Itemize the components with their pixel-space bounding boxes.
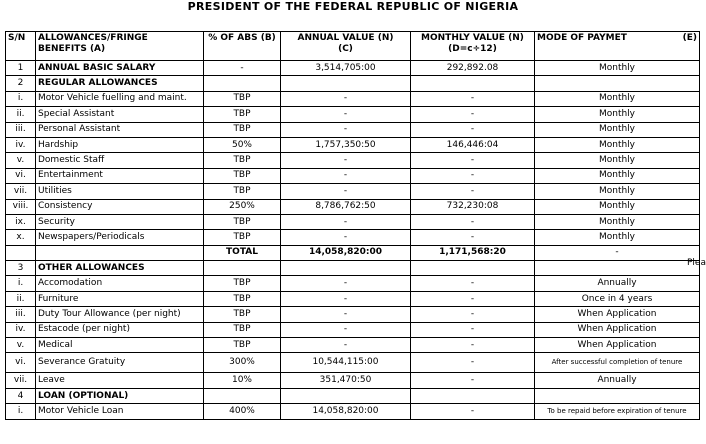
monthly-value-cell: 146,446:04 <box>411 137 535 152</box>
sn-cell: 1 <box>6 61 36 76</box>
sn-cell: v. <box>6 153 36 168</box>
annual-value-cell: - <box>281 307 411 322</box>
percent-cell <box>204 76 281 91</box>
item-cell: Personal Assistant <box>36 122 204 137</box>
table-row <box>6 276 700 291</box>
percent-cell: TBP <box>204 107 281 122</box>
annual-value-cell: 8,786,762:50 <box>281 199 411 214</box>
annual-value-cell: - <box>281 276 411 291</box>
table-row <box>6 168 700 183</box>
annual-value-cell <box>281 76 411 91</box>
monthly-value-cell: - <box>411 91 535 106</box>
payment-mode-cell: Monthly <box>535 137 700 152</box>
percent-cell: TBP <box>204 307 281 322</box>
table-row <box>6 153 700 168</box>
table-row <box>6 307 700 322</box>
percent-cell: - <box>204 61 281 76</box>
table-row <box>6 230 700 245</box>
percent-cell: 300% <box>204 353 281 373</box>
item-cell: Entertainment <box>36 168 204 183</box>
percent-cell: TBP <box>204 91 281 106</box>
annual-value-cell: - <box>281 291 411 306</box>
table-row <box>6 184 700 199</box>
payment-mode-cell: Monthly <box>535 214 700 229</box>
percent-cell: 10% <box>204 373 281 388</box>
monthly-value-cell: - <box>411 184 535 199</box>
sn-cell: 4 <box>6 388 36 403</box>
header-annual <box>281 32 411 61</box>
percent-cell: 250% <box>204 199 281 214</box>
sn-cell <box>6 245 36 260</box>
table-row <box>6 373 700 388</box>
monthly-value-cell: - <box>411 276 535 291</box>
monthly-value-cell: - <box>411 153 535 168</box>
table-row <box>6 61 700 76</box>
table-row <box>6 107 700 122</box>
sn-cell: v. <box>6 338 36 353</box>
payment-mode-cell: When Application <box>535 322 700 337</box>
annual-value-cell: - <box>281 184 411 199</box>
monthly-value-cell: - <box>411 230 535 245</box>
percent-cell: TBP <box>204 276 281 291</box>
monthly-value-cell: - <box>411 404 535 419</box>
payment-mode-cell: Monthly <box>535 61 700 76</box>
item-cell: Utilities <box>36 184 204 199</box>
monthly-value-cell: - <box>411 353 535 373</box>
percent-cell: 50% <box>204 137 281 152</box>
annual-value-cell: 10,544,115:00 <box>281 353 411 373</box>
sn-cell: iv. <box>6 322 36 337</box>
header-monthly-line2: (D=c÷12) <box>448 44 497 54</box>
payment-mode-cell: Annually <box>535 373 700 388</box>
sn-cell: i. <box>6 91 36 106</box>
sn-cell: i. <box>6 404 36 419</box>
percent-cell: TBP <box>204 230 281 245</box>
header-monthly <box>411 32 535 61</box>
annual-value-cell: 14,058,820:00 <box>281 404 411 419</box>
sn-cell: iii. <box>6 122 36 137</box>
table-row <box>6 91 700 106</box>
item-cell: ANNUAL BASIC SALARY <box>36 61 204 76</box>
document-title: PRESIDENT OF THE FEDERAL REPUBLIC OF NIGERIA <box>187 0 519 13</box>
payment-mode-cell: To be repaid before expiration of tenure <box>535 404 700 419</box>
sn-cell: ix. <box>6 214 36 229</box>
header-mode <box>535 32 700 61</box>
sn-cell: vi. <box>6 353 36 373</box>
total-row <box>6 245 700 260</box>
percent-cell: TBP <box>204 153 281 168</box>
item-cell: Special Assistant <box>36 107 204 122</box>
section-row <box>6 388 700 403</box>
table-row <box>6 322 700 337</box>
annual-value-cell <box>281 388 411 403</box>
annual-value-cell: 351,470:50 <box>281 373 411 388</box>
payment-mode-cell: Monthly <box>535 199 700 214</box>
item-cell: Newspapers/Periodicals <box>36 230 204 245</box>
item-cell: Medical <box>36 338 204 353</box>
payment-mode-cell <box>535 261 700 276</box>
sn-cell: vi. <box>6 168 36 183</box>
item-cell: Consistency <box>36 199 204 214</box>
percent-cell: TBP <box>204 168 281 183</box>
annual-value-cell: - <box>281 338 411 353</box>
payment-mode-cell: When Application <box>535 338 700 353</box>
monthly-value-cell: - <box>411 168 535 183</box>
percent-cell: TOTAL <box>204 245 281 260</box>
monthly-value-cell <box>411 76 535 91</box>
table-row <box>6 338 700 353</box>
item-cell: Accomodation <box>36 276 204 291</box>
item-cell: Duty Tour Allowance (per night) <box>36 307 204 322</box>
annual-value-cell: - <box>281 107 411 122</box>
header-percent: % OF ABS (B) <box>204 32 281 61</box>
annual-value-cell: - <box>281 322 411 337</box>
percent-cell <box>204 388 281 403</box>
table-row <box>6 137 700 152</box>
payment-mode-cell: Monthly <box>535 107 700 122</box>
item-cell: Motor Vehicle Loan <box>36 404 204 419</box>
item-cell: Motor Vehicle fuelling and maint. <box>36 91 204 106</box>
percent-cell: TBP <box>204 322 281 337</box>
header-mode-code: (E) <box>682 33 697 43</box>
cut-off-side-text: Plea <box>687 258 706 268</box>
monthly-value-cell: - <box>411 373 535 388</box>
header-sn: S/N <box>6 32 36 61</box>
percent-cell: TBP <box>204 214 281 229</box>
annual-value-cell: 1,757,350:50 <box>281 137 411 152</box>
item-cell: LOAN (OPTIONAL) <box>36 388 204 403</box>
payment-mode-cell: Annually <box>535 276 700 291</box>
item-cell: Security <box>36 214 204 229</box>
percent-cell: TBP <box>204 184 281 199</box>
table-row <box>6 353 700 373</box>
monthly-value-cell: - <box>411 307 535 322</box>
payment-mode-cell: - <box>535 245 700 260</box>
monthly-value-cell <box>411 388 535 403</box>
header-monthly-line1: MONTHLY VALUE (N) <box>421 33 524 43</box>
item-cell: OTHER ALLOWANCES <box>36 261 204 276</box>
sn-cell: vii. <box>6 373 36 388</box>
sn-cell: vii. <box>6 184 36 199</box>
header-annual-line1: ANNUAL VALUE (N) <box>297 33 394 43</box>
monthly-value-cell <box>411 261 535 276</box>
monthly-value-cell: 292,892.08 <box>411 61 535 76</box>
payment-mode-cell: After successful completion of tenure <box>535 353 700 373</box>
annual-value-cell <box>281 261 411 276</box>
payment-mode-cell: Monthly <box>535 230 700 245</box>
sn-cell: viii. <box>6 199 36 214</box>
item-cell: Hardship <box>36 137 204 152</box>
annual-value-cell: - <box>281 168 411 183</box>
monthly-value-cell: - <box>411 338 535 353</box>
sn-cell: iv. <box>6 137 36 152</box>
payment-mode-cell: Monthly <box>535 168 700 183</box>
sn-cell: iii. <box>6 307 36 322</box>
monthly-value-cell: 1,171,568:20 <box>411 245 535 260</box>
sn-cell: ii. <box>6 107 36 122</box>
item-cell: Severance Gratuity <box>36 353 204 373</box>
item-cell: Leave <box>36 373 204 388</box>
percent-cell: TBP <box>204 291 281 306</box>
percent-cell: 400% <box>204 404 281 419</box>
percent-cell: TBP <box>204 338 281 353</box>
header-allowances-line1: ALLOWANCES/FRINGE <box>38 33 148 43</box>
section-row <box>6 261 700 276</box>
annual-value-cell: 3,514,705:00 <box>281 61 411 76</box>
item-cell: REGULAR ALLOWANCES <box>36 76 204 91</box>
annual-value-cell: - <box>281 230 411 245</box>
header-mode-label: MODE OF PAYMET <box>537 33 627 43</box>
monthly-value-cell: - <box>411 214 535 229</box>
header-allowances-line2: BENEFITS (A) <box>38 44 106 54</box>
annual-value-cell: - <box>281 91 411 106</box>
table-row <box>6 122 700 137</box>
item-cell <box>36 245 204 260</box>
monthly-value-cell: - <box>411 291 535 306</box>
sn-cell: i. <box>6 276 36 291</box>
header-allowances <box>36 32 204 61</box>
payment-mode-cell: When Application <box>535 307 700 322</box>
payment-mode-cell <box>535 388 700 403</box>
table-row <box>6 291 700 306</box>
sn-cell: x. <box>6 230 36 245</box>
item-cell: Domestic Staff <box>36 153 204 168</box>
annual-value-cell: - <box>281 153 411 168</box>
item-cell: Furniture <box>36 291 204 306</box>
percent-cell <box>204 261 281 276</box>
sn-cell: ii. <box>6 291 36 306</box>
payment-mode-cell: Monthly <box>535 153 700 168</box>
payment-mode-cell: Monthly <box>535 184 700 199</box>
payment-mode-cell <box>535 76 700 91</box>
section-row <box>6 76 700 91</box>
payment-mode-cell: Once in 4 years <box>535 291 700 306</box>
sn-cell: 2 <box>6 76 36 91</box>
monthly-value-cell: - <box>411 122 535 137</box>
annual-value-cell: 14,058,820:00 <box>281 245 411 260</box>
percent-cell: TBP <box>204 122 281 137</box>
header-annual-line2: (C) <box>338 44 353 54</box>
annual-value-cell: - <box>281 122 411 137</box>
sn-cell: 3 <box>6 261 36 276</box>
payment-mode-cell: Monthly <box>535 91 700 106</box>
allowances-table <box>5 31 700 420</box>
annual-value-cell: - <box>281 214 411 229</box>
table-row <box>6 214 700 229</box>
header-row <box>6 32 700 61</box>
monthly-value-cell: 732,230:08 <box>411 199 535 214</box>
item-cell: Estacode (per night) <box>36 322 204 337</box>
table-row <box>6 404 700 419</box>
table-row <box>6 199 700 214</box>
monthly-value-cell: - <box>411 322 535 337</box>
payment-mode-cell: Monthly <box>535 122 700 137</box>
monthly-value-cell: - <box>411 107 535 122</box>
